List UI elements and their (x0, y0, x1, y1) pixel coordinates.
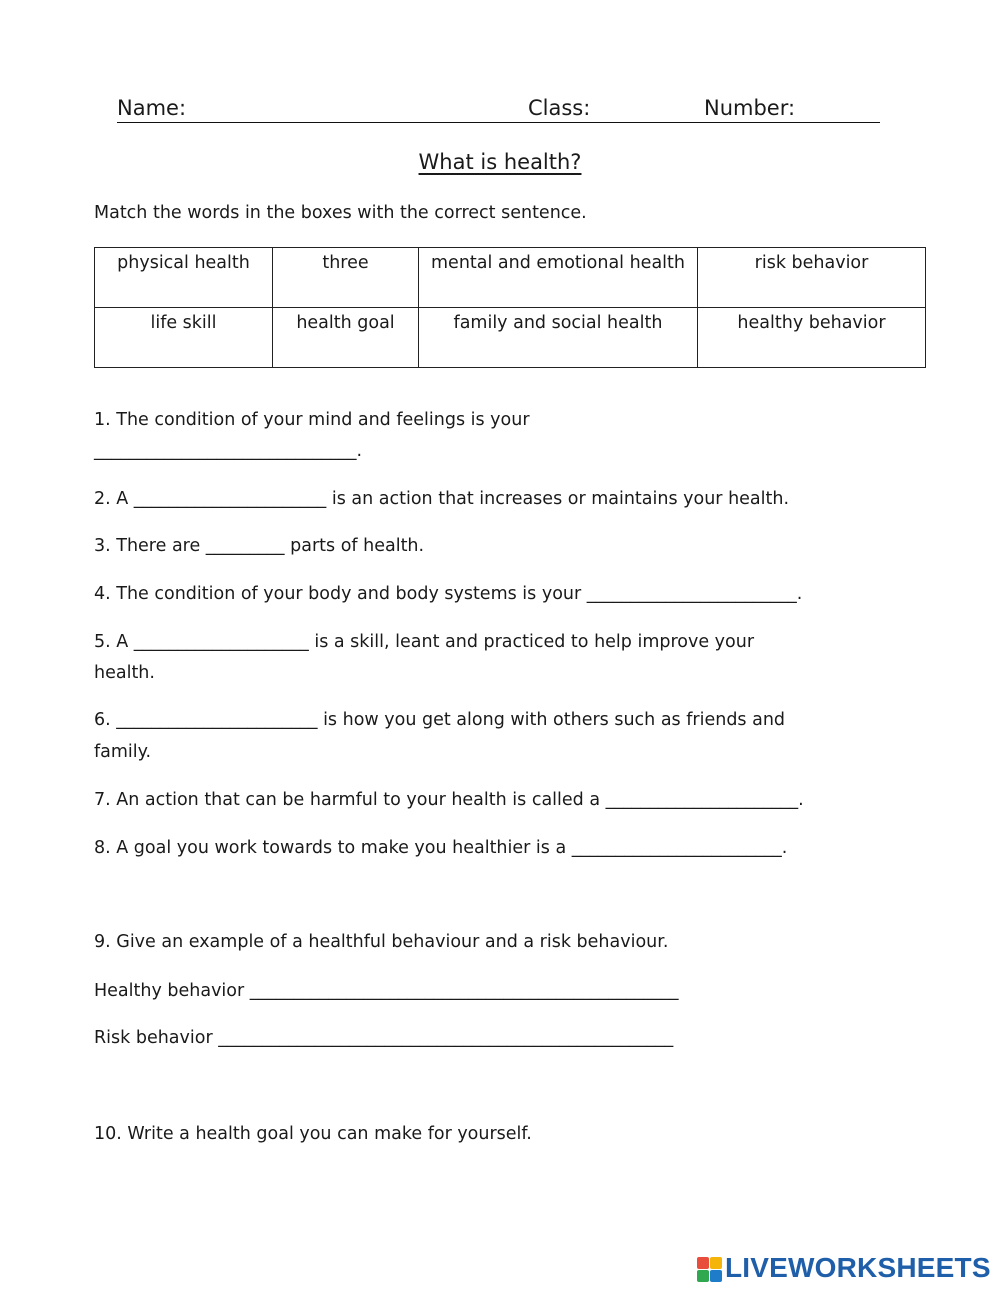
word-bank-row (95, 248, 926, 308)
name-label: Name: (117, 96, 187, 120)
risk-behavior-field[interactable]: Risk behavior ____________________________________________________ (94, 1028, 674, 1048)
question-5[interactable]: 5. A ____________________ is a skill, leant and practiced to help improve your (94, 632, 755, 652)
word-bank-cell[interactable]: life skill (95, 308, 273, 368)
question-4[interactable]: 4. The condition of your body and body systems is your ________________________. (94, 584, 803, 604)
question-1-blank[interactable]: ______________________________. (94, 441, 363, 461)
word-bank-cell[interactable]: health goal (273, 308, 419, 368)
question-5-cont: health. (94, 663, 155, 683)
class-label: Class: (528, 96, 591, 120)
logo-text: LIVEWORKSHEETS (725, 1252, 991, 1283)
question-9: 9. Give an example of a healthful behaviour and a risk behaviour. (94, 932, 669, 952)
word-bank-cell[interactable]: physical health (95, 248, 273, 308)
question-6[interactable]: 6. _______________________ is how you get along with others such as friends and (94, 710, 786, 730)
question-2[interactable]: 2. A ______________________ is an action that increases or maintains your health. (94, 489, 790, 509)
word-bank-table (94, 247, 926, 368)
logo-blocks-icon (697, 1257, 723, 1283)
instruction-text: Match the words in the boxes with the correct sentence. (94, 203, 587, 223)
question-10: 10. Write a health goal you can make for yourself. (94, 1124, 532, 1144)
page-title: What is health? (418, 150, 582, 174)
question-7[interactable]: 7. An action that can be harmful to your health is called a ______________________. (94, 790, 804, 810)
word-bank-cell[interactable]: three (273, 248, 419, 308)
header-underline (117, 122, 880, 123)
question-1: 1. The condition of your mind and feelings is your (94, 410, 530, 430)
question-3[interactable]: 3. There are _________ parts of health. (94, 536, 425, 556)
word-bank-cell[interactable]: family and social health (419, 308, 698, 368)
word-bank-cell[interactable]: risk behavior (698, 248, 926, 308)
question-8[interactable]: 8. A goal you work towards to make you healthier is a ________________________. (94, 838, 788, 858)
healthy-behavior-field[interactable]: Healthy behavior _________________________________________________ (94, 981, 679, 1001)
question-6-cont: family. (94, 742, 152, 762)
number-label: Number: (704, 96, 796, 120)
word-bank-cell[interactable]: healthy behavior (698, 308, 926, 368)
word-bank-cell[interactable]: mental and emotional health (419, 248, 698, 308)
word-bank-row (95, 308, 926, 368)
